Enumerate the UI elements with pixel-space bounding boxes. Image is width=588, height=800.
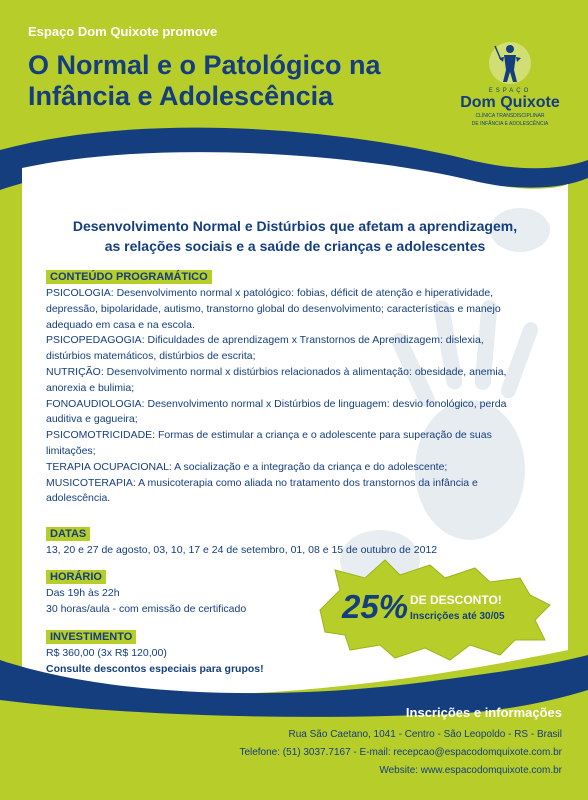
page-title [28,50,448,112]
program-item-terapia-ocupacional: TERAPIA OCUPACIONAL: A socialização e a integração da criança e do adolescente; [46,460,448,473]
logo-espaco: ESPAÇO [488,88,532,94]
schedule-label: HORÁRIO [46,570,106,584]
footer-phone: Telefone: (51) 3037.7167 - E-mail: recepcao@espacodomquixote.com.br [239,747,562,758]
schedule-line-2: 30 horas/aula - com emissão de certificado [46,603,247,615]
title-line-2: Infância e Adolescência [28,81,334,111]
discount-percent: 25% [342,588,409,625]
investment-line-2: Consulte descontos especiais para grupos! [46,663,264,675]
program-item-psicologia: PSICOLOGIA: Desenvolvimento normal x patológico: fobias, déficit de atenção e hiperatividade, depressão, bipolaridade, autismo, transtorno global do desenvolvimento; características e manejo adequado em casa e na escola. [46,287,501,331]
footer-website: Website: www.espacodomquixote.com.br [379,765,562,776]
investment-label: INVESTIMENTO [46,630,136,644]
program-item-psicomotricidade: PSICOMOTRICIDADE: Formas de estimular a criança e o adolescente para superação de suas limitações; [46,429,492,457]
discount-deadline: Inscrições até 30/05 [410,611,505,622]
subtitle-line-2: as relações sociais e a saúde de crianças e adolescentes [104,238,486,254]
program-item-psicopedagogia: PSICOPEDAGOGIA: Dificuldades de aprendizagem x Transtornos de Aprendizagem: dislexia, distúrbios matemáticos, distúrbios de escrita; [46,334,484,363]
subtitle-line-1: Desenvolvimento Normal e Distúrbios que afetam a aprendizagem, [72,218,518,234]
program-item-fonoaudiologia: FONOAUDIOLOGIA: Desenvolvimento normal x Distúrbios de linguagem: desvio fonológico, perda auditiva e gagueira; [46,397,507,426]
footer-address: Rua São Caetano, 1041 - Centro - São Leopoldo - RS - Brasil [288,729,562,740]
logo-name: Dom Quixote [460,94,560,111]
quixote-figure-icon [487,40,533,86]
title-line-1: O Normal e o Patológico na [28,50,381,80]
discount-text: DE DESCONTO! [410,593,502,607]
logo-sub-1: CLÍNICA TRANSDISCIPLINAR [475,113,545,119]
program-label: CONTEÚDO PROGRAMÁTICO [46,270,212,284]
dates-text: 13, 20 e 27 de agosto, 03, 10, 17 e 24 de setembro, 01, 08 e 15 de outubro de 2012 [46,544,438,556]
program-content [46,286,526,507]
program-item-musicoterapia: MUSICOTERAPIA: A musicoterapia como aliada no tratamento dos transtornos da infância e adolescência. [46,476,478,505]
dates-label: DATAS [46,527,90,541]
logo-sub-2: DE INFÂNCIA E ADOLESCÊNCIA [471,121,549,127]
schedule-line-1: Das 19h às 22h [46,587,120,599]
footer-title: Inscrições e informações [405,705,562,720]
promo-text: Espaço Dom Quixote promove [28,24,218,39]
program-item-nutricao: NUTRIÇÃO: Desenvolvimento normal x distúrbios relacionados à alimentação: obesidade, anemia, anorexia e bulimia; [46,365,507,394]
investment-line-1: R$ 360,00 (3x R$ 120,00) [46,647,167,659]
subtitle [30,216,560,256]
dom-quixote-logo [455,40,565,127]
